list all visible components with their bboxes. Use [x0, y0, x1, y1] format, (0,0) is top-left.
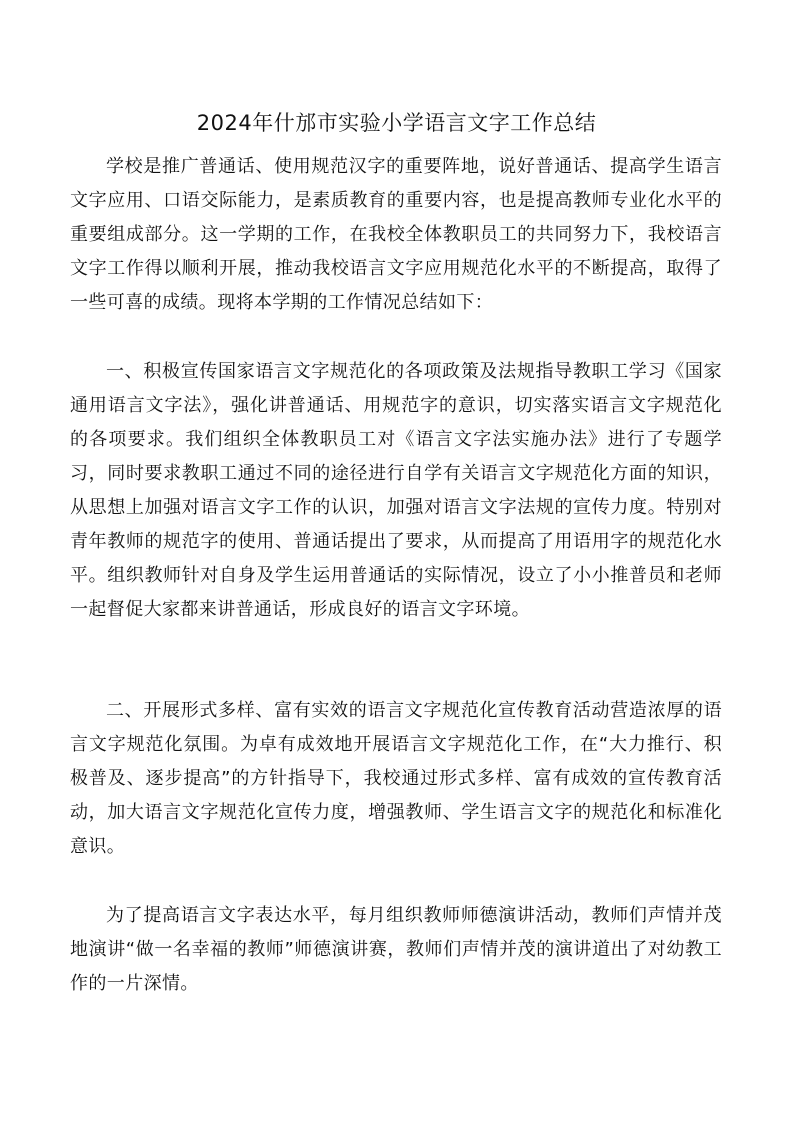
paragraph-speech-activity: 为了提高语言文字表达水平，每月组织教师师德演讲活动，教师们声情并茂地演讲“做一名幸福的教师”师德演讲赛，教师们声情并茂的演讲道出了对幼教工作的一片深情。: [70, 905, 722, 994]
paragraph-section-one: 一、积极宣传国家语言文字规范化的各项政策及法规指导教职工学习《国家通用语言文字法》，强化讲普通话、用规范字的意识，切实落实语言文字规范化的各项要求。我们组织全体教职员工对《语言文字法实施办法》进行了专题学习，同时要求教职工通过不同的途径进行自学有关语言文字规范化方面的知识，从思想上加强对语言文字工作的认识，加强对语言文字法规的宣传力度。特别对青年教师的规范字的使用、普通话提出了要求，从而提高了用语用字的规范化水平。组织教师针对自身及学生运用普通话的实际情况，设立了小小推普员和老师一起督促大家都来讲普通话，形成良好的语言文字环境。: [70, 361, 722, 620]
document-title: 2024年什邡市实验小学语言文字工作总结: [196, 111, 597, 135]
paragraph-introduction: 学校是推广普通话、使用规范汉字的重要阵地，说好普通话、提高学生语言文字应用、口语交际能力，是素质教育的重要内容，也是提高教师专业化水平的重要组成部分。这一学期的工作，在我校全体教职员工的共同努力下，我校语言文字工作得以顺利开展，推动我校语言文字应用规范化水平的不断提高，取得了一些可喜的成绩。现将本学期的工作情况总结如下：: [70, 156, 722, 313]
paragraph-section-two: 二、开展形式多样、富有实效的语言文字规范化宣传教育活动营造浓厚的语言文字规范化氛围。为卓有成效地开展语言文字规范化工作，在“大力推行、积极普及、逐步提高”的方针指导下，我校通过形式多样、富有成效的宣传教育活动，加大语言文字规范化宣传力度，增强教师、学生语言文字的规范化和标准化意识。: [70, 700, 722, 857]
